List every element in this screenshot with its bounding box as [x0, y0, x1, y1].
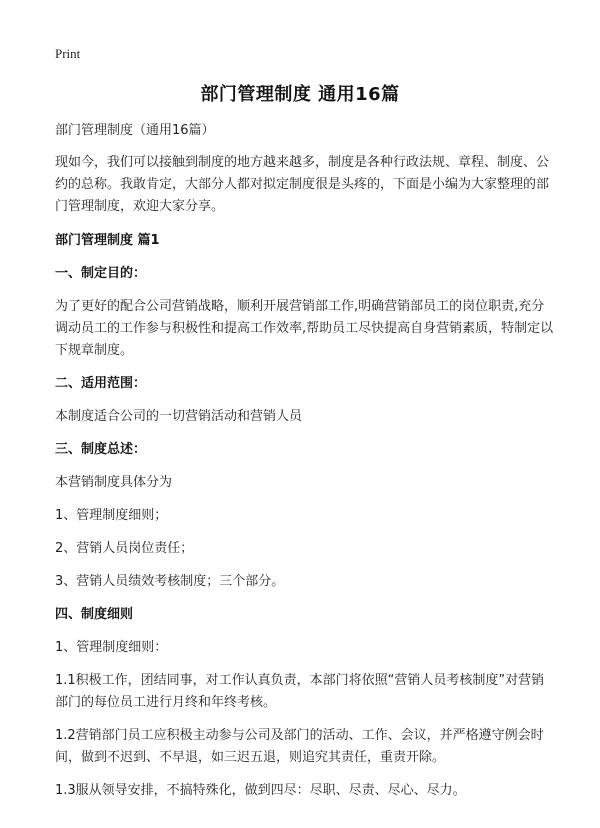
print-link[interactable]: Print [55, 46, 81, 61]
paragraph-overview: 本营销制度具体分为 [55, 475, 173, 490]
overview-item-1: 1、管理制度细则； [55, 508, 168, 523]
intro-paragraph: 现如今，我们可以接触到制度的地方越来越多，制度是各种行政法规、章程、制度、公约的总称。我敢肯定，大部分人都对拟定制度很是头疼的，下面是小编为大家整理的部门管理制度，欢迎大家分享。 [55, 155, 550, 214]
paragraph-purpose: 为了更好的配合公司营销战略，顺利开展营销部工作,明确营销部员工的岗位职责,充分调动员工的工作参与积极性和提高工作效率,帮助员工尽快提高自身营销素质，特制定以下规章制度。 [55, 299, 554, 358]
overview-item-2: 2、营销人员岗位责任； [55, 541, 194, 556]
heading-overview: 三、制度总述： [55, 442, 147, 457]
document-title: 部门管理制度 通用16篇 [200, 84, 400, 105]
rule-1-3: 1.3服从领导安排，不搞特殊化，做到四尽：尽职、尽责、尽心、尽力。 [55, 783, 466, 798]
rule-1-1: 1.1积极工作，团结同事，对工作认真负责，本部门将依照“营销人员考核制度”对营销部门的每位员工进行月终和年终考核。 [55, 673, 545, 710]
heading-rules: 四、制度细则 [55, 607, 134, 622]
document-subtitle: 部门管理制度（通用16篇） [55, 123, 215, 138]
heading-scope: 二、适用范围： [55, 376, 147, 391]
section-title: 部门管理制度 篇1 [55, 233, 160, 248]
document-body [55, 120, 555, 813]
rule-1-2: 1.2营销部门员工应积极主动参与公司及部门的活动、工作、会议，并严格遵守例会时间，做到不迟到、不早退，如三迟五退，则追究其责任，重责开除。 [55, 728, 544, 765]
heading-purpose: 一、制定目的： [55, 266, 147, 281]
overview-item-3: 3、营销人员绩效考核制度；三个部分。 [55, 574, 285, 589]
paragraph-scope: 本制度适合公司的一切营销活动和营销人员 [55, 409, 303, 424]
paragraph-rules: 1、管理制度细则： [55, 640, 168, 655]
